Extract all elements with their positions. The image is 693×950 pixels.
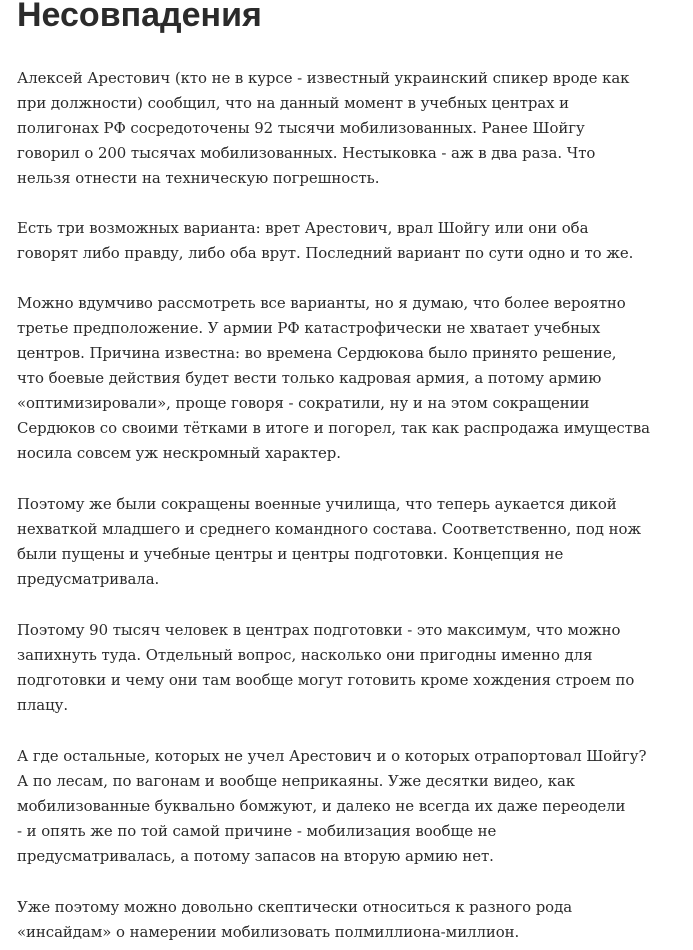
paragraph-line: что боевые действия будет вести только кадровая армия, а потому армию — [17, 369, 602, 387]
paragraph-line: нельзя отнести на техническую погрешность. — [17, 169, 380, 187]
paragraph-line: предусматривалась, а потому запасов на вторую армию нет. — [17, 847, 494, 865]
paragraph — [17, 66, 693, 191]
paragraph-line: мобилизованные буквально бомжуют, и далеко не всегда их даже переодели — [17, 797, 626, 815]
paragraph-line: Поэтому же были сокращены военные училища, что теперь аукается дикой — [17, 495, 617, 513]
paragraph-line: подготовки и чему они там вообще могут готовить кроме хождения строем по — [17, 671, 635, 689]
paragraph — [17, 744, 693, 869]
paragraph-line: носила совсем уж нескромный характер. — [17, 444, 341, 462]
article-title: Несовпадения — [17, 0, 262, 34]
paragraph-line: «инсайдам» о намерении мобилизовать полмиллиона-миллион. — [17, 923, 520, 941]
paragraph-line: при должности) сообщил, что на данный момент в учебных центрах и — [17, 94, 570, 112]
paragraph-line: говорят либо правду, либо оба врут. Последний вариант по сути одно и то же. — [17, 244, 634, 262]
paragraph — [17, 492, 693, 592]
paragraph-line: - и опять же по той самой причине - мобилизация вообще не — [17, 822, 497, 840]
paragraph-line: «оптимизировали», проще говоря - сократили, ну и на этом сокращении — [17, 394, 590, 412]
paragraph-line: центров. Причина известна: во времена Сердюкова было принято решение, — [17, 344, 617, 362]
paragraph-line: А по лесам, по вагонам и вообще неприкаяны. Уже десятки видео, как — [17, 772, 576, 790]
paragraph-line: Уже поэтому можно довольно скептически относиться к разного рода — [17, 898, 573, 916]
paragraph-line: Сердюков со своими тётками в итоге и погорел, так как распродажа имущества — [17, 419, 651, 437]
paragraph-line: были пущены и учебные центры и центры подготовки. Концепция не — [17, 545, 564, 563]
paragraph-line: Можно вдумчиво рассмотреть все варианты, но я думаю, что более вероятно — [17, 294, 626, 312]
paragraph-line: Поэтому 90 тысяч человек в центрах подготовки - это максимум, что можно — [17, 621, 621, 639]
paragraph-line: плацу. — [17, 696, 69, 714]
paragraph-line: А где остальные, которых не учел Арестович и о которых отрапортовал Шойгу? — [17, 747, 647, 765]
paragraph — [17, 291, 693, 466]
paragraph-line: предусматривала. — [17, 570, 160, 588]
paragraph-line: Алексей Арестович (кто не в курсе - известный украинский спикер вроде как — [17, 69, 630, 87]
paragraph-line: говорил о 200 тысячах мобилизованных. Нестыковка - аж в два раза. Что — [17, 144, 596, 162]
paragraph — [17, 618, 693, 718]
paragraph — [17, 895, 693, 945]
paragraph — [17, 216, 693, 266]
paragraph-line: запихнуть туда. Отдельный вопрос, насколько они пригодны именно для — [17, 646, 593, 664]
paragraph-line: третье предположение. У армии РФ катастрофически не хватает учебных — [17, 319, 601, 337]
paragraph-line: полигонах РФ сосредоточены 92 тысячи мобилизованных. Ранее Шойгу — [17, 119, 585, 137]
paragraph-line: Есть три возможных варианта: врет Арестович, врал Шойгу или они оба — [17, 219, 589, 237]
paragraph-line: нехваткой младшего и среднего командного состава. Соответственно, под нож — [17, 520, 642, 538]
